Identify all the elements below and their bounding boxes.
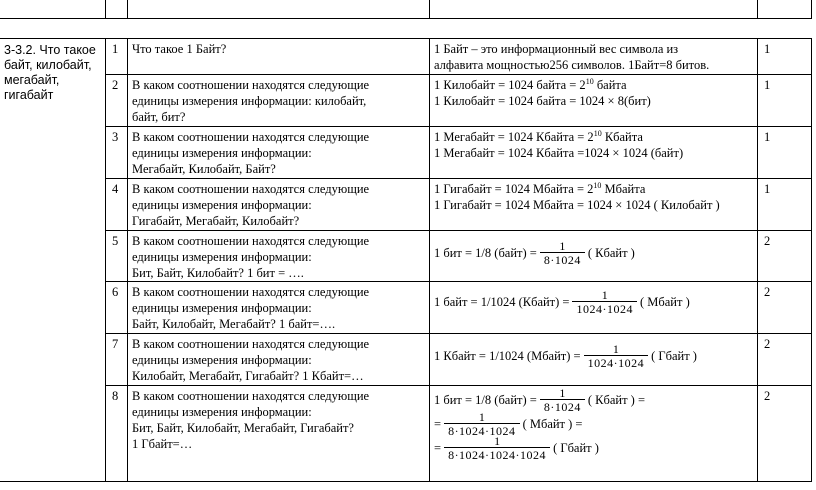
- question-line: В каком соотношении находятся следующие: [132, 78, 370, 92]
- question-cell: [128, 39, 430, 75]
- points-cell: 2: [758, 386, 812, 482]
- fraction: $\frac{1}{8\cdot 1024}$: [540, 240, 585, 266]
- table-row: [0, 231, 812, 282]
- question-cell: [128, 334, 430, 386]
- points-cell: 2: [758, 231, 812, 282]
- fraction: $\frac{1}{8\cdot 1024}$: [540, 387, 585, 413]
- question-cell: [128, 127, 430, 179]
- points-cell: 1: [758, 179, 812, 231]
- question-line: 1 Гбайт=…: [132, 437, 193, 451]
- question-line: В каком соотношении находятся следующие: [132, 337, 370, 351]
- question-line: единицы измерения информации:: [132, 353, 312, 367]
- question-line: В каком соотношении находятся следующие: [132, 389, 370, 403]
- answer-cell: [430, 282, 758, 334]
- question-line: В каком соотношении находятся следующие: [132, 234, 370, 248]
- empty-cell: [758, 0, 812, 19]
- fraction: $\frac{1}{1024\cdot 1024}$: [572, 289, 637, 315]
- fraction: $\frac{1}{1024\cdot 1024}$: [584, 343, 649, 369]
- answer-line: 1 Килобайт = 1024 байта = $2^{10}$ байта: [434, 76, 627, 92]
- question-line: байт, бит?: [132, 110, 186, 124]
- table-row: [0, 179, 812, 231]
- answer-line: 1 бит = 1/8 (байт) = $\frac{1}{8\cdot 1024}$ ( Кбайт ): [434, 239, 635, 267]
- answer-line: = $\frac{1}{8\cdot 1024\cdot 1024}$ ( Мбайт ) =: [434, 410, 583, 438]
- row-number: 4: [106, 179, 128, 231]
- question-line: Мегабайт, Килобайт, Байт?: [132, 162, 276, 176]
- question-line: единицы измерения информации:: [132, 250, 312, 264]
- table-row: [0, 282, 812, 334]
- row-number: 3: [106, 127, 128, 179]
- question-cell: [128, 75, 430, 127]
- question-line: Байт, Килобайт, Мегабайт? 1 байт=….: [132, 317, 336, 331]
- empty-cell: [0, 0, 106, 19]
- row-number: 8: [106, 386, 128, 482]
- table-row: [0, 127, 812, 179]
- empty-cell: [128, 0, 430, 19]
- empty-cell: [430, 0, 758, 19]
- points-cell: 1: [758, 127, 812, 179]
- answer-cell: [430, 231, 758, 282]
- question-line: В каком соотношении находятся следующие: [132, 182, 370, 196]
- answer-line: 1 Килобайт = 1024 байта = 1024 × 8(бит): [434, 94, 651, 108]
- topic-cell: 3-3.2. Что такое байт, килобайт, мегабайт, гигабайт: [0, 39, 106, 482]
- table-row: [0, 0, 812, 19]
- points-cell: 2: [758, 282, 812, 334]
- question-line: единицы измерения информации: килобайт,: [132, 94, 367, 108]
- question-line: Килобайт, Мегабайт, Гигабайт? 1 Кбайт=…: [132, 369, 364, 383]
- answer-cell: [430, 334, 758, 386]
- question-line: Гигабайт, Мегабайт, Килобайт?: [132, 214, 300, 228]
- answer-cell: [430, 179, 758, 231]
- question-line: В каком соотношении находятся следующие: [132, 285, 370, 299]
- question-cell: [128, 386, 430, 482]
- answer-cell: [430, 75, 758, 127]
- questions-table: [0, 38, 812, 482]
- question-line: единицы измерения информации:: [132, 405, 312, 419]
- question-cell: [128, 179, 430, 231]
- question-line: единицы измерения информации:: [132, 301, 312, 315]
- answer-cell: [430, 386, 758, 482]
- question-line: Что такое 1 Байт?: [132, 42, 227, 56]
- answer-line: 1 Гигабайт = 1024 Мбайта = 1024 × 1024 ( Килобайт ): [434, 198, 720, 212]
- row-number: 5: [106, 231, 128, 282]
- fraction: $\frac{1}{8\cdot 1024\cdot 1024\cdot 1024}$: [444, 435, 550, 461]
- answer-line: = $\frac{1}{8\cdot 1024\cdot 1024\cdot 1024}$ ( Гбайт ): [434, 434, 599, 462]
- answer-cell: [430, 39, 758, 75]
- question-cell: [128, 231, 430, 282]
- table-row: [0, 75, 812, 127]
- table-row: [0, 39, 812, 75]
- table-row: [0, 386, 812, 482]
- answer-line: алфавита мощностью256 символов. 1Байт=8 битов.: [434, 58, 710, 72]
- points-cell: 1: [758, 75, 812, 127]
- header-table-fragment: [0, 0, 812, 19]
- fraction: $\frac{1}{8\cdot 1024\cdot 1024}$: [444, 411, 520, 437]
- empty-cell: [106, 0, 128, 19]
- answer-cell: [430, 127, 758, 179]
- answer-line: 1 Мегабайт = 1024 Кбайта =1024 × 1024 (байт): [434, 146, 684, 160]
- row-number: 6: [106, 282, 128, 334]
- row-number: 1: [106, 39, 128, 75]
- question-line: единицы измерения информации:: [132, 146, 312, 160]
- row-number: 7: [106, 334, 128, 386]
- answer-line: 1 бит = 1/8 (байт) = $\frac{1}{8\cdot 1024}$ ( Кбайт ) =: [434, 386, 646, 414]
- answer-line: 1 байт = 1/1024 (Кбайт) = $\frac{1}{1024\cdot 1024}$ ( Мбайт ): [434, 288, 690, 316]
- answer-line: 1 Гигабайт = 1024 Мбайта = $2^{10}$ Мбайта: [434, 180, 646, 196]
- answer-line: 1 Мегабайт = 1024 Кбайта = $2^{10}$ Кбайта: [434, 128, 643, 144]
- table-row: [0, 334, 812, 386]
- points-cell: 2: [758, 334, 812, 386]
- answer-line: 1 Байт – это информационный вес символа из: [434, 42, 679, 56]
- row-number: 2: [106, 75, 128, 127]
- question-line: единицы измерения информации:: [132, 198, 312, 212]
- question-line: Бит, Байт, Килобайт, Мегабайт, Гигабайт?: [132, 421, 354, 435]
- question-cell: [128, 282, 430, 334]
- points-cell: 1: [758, 39, 812, 75]
- question-line: В каком соотношении находятся следующие: [132, 130, 370, 144]
- answer-line: 1 Кбайт = 1/1024 (Мбайт) = $\frac{1}{1024\cdot 1024}$ ( Гбайт ): [434, 342, 697, 370]
- question-line: Бит, Байт, Килобайт? 1 бит = ….: [132, 266, 304, 280]
